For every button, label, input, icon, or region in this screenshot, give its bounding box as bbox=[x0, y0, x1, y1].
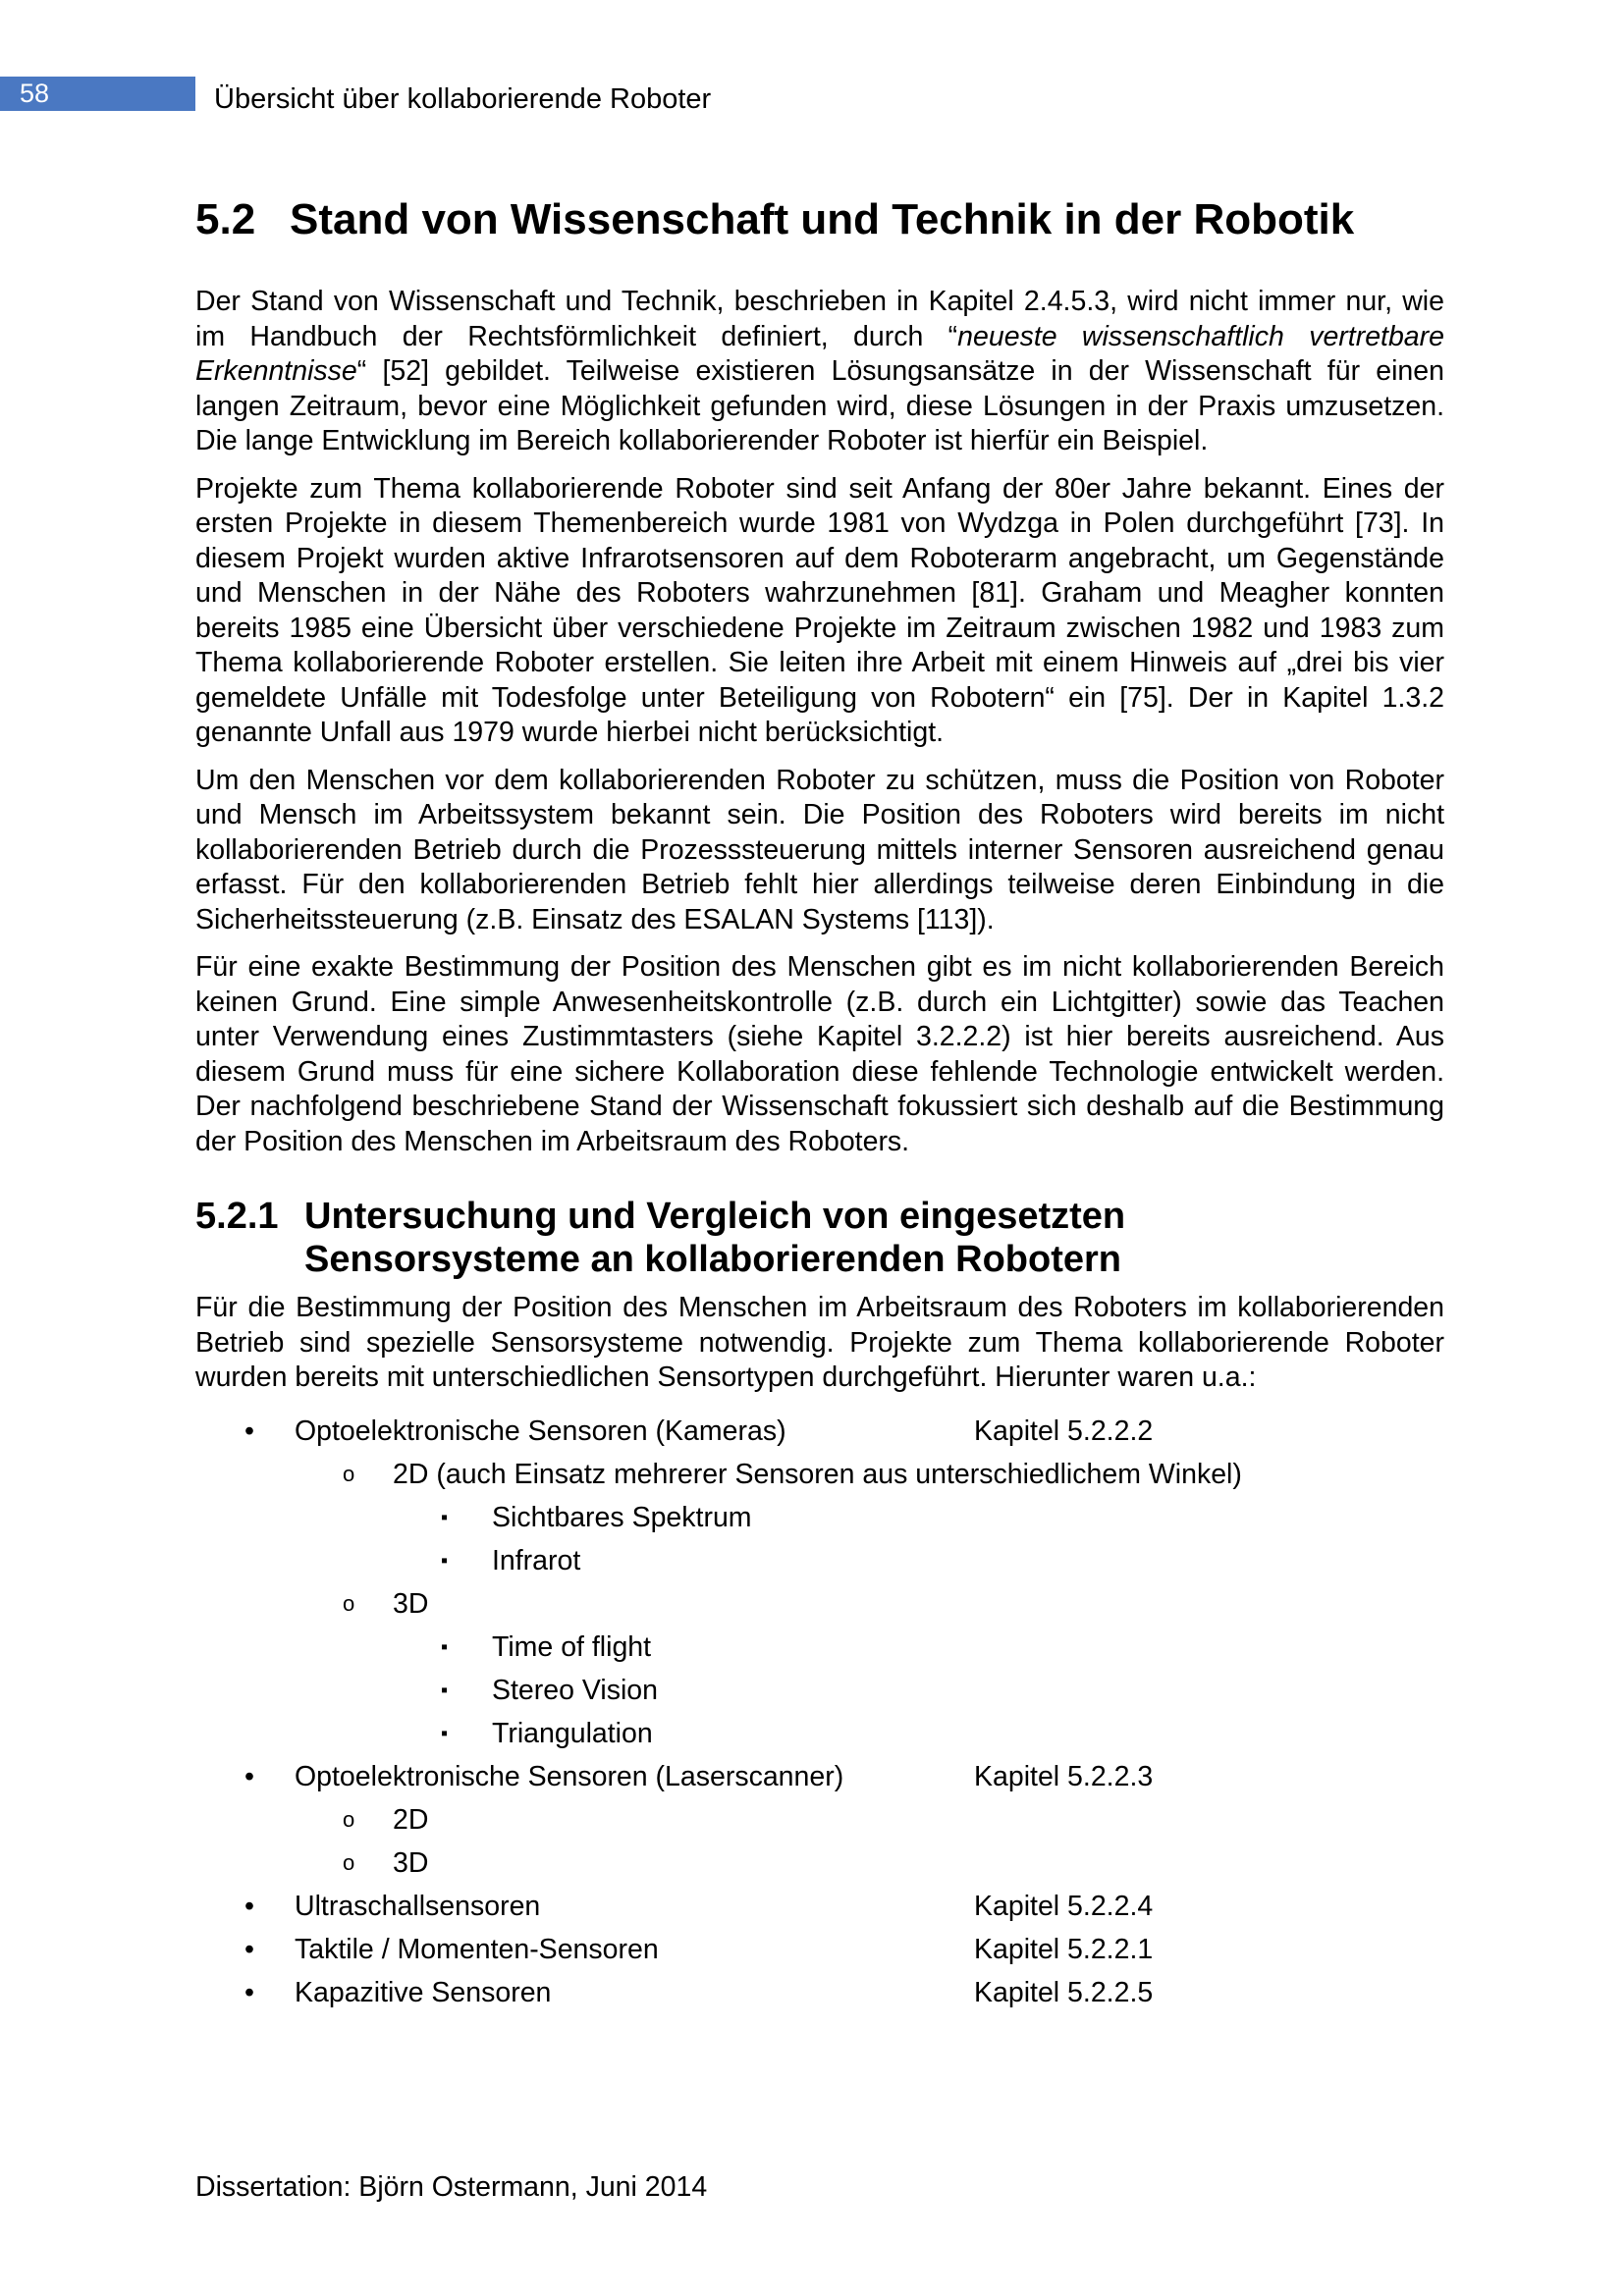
bullet-circle-icon: o bbox=[343, 1461, 355, 1486]
list-item-text: Optoelektronische Sensoren (Kameras) bbox=[295, 1415, 786, 1447]
list-item-text: Stereo Vision bbox=[492, 1674, 658, 1706]
chapter-reference: Kapitel 5.2.2.4 bbox=[974, 1890, 1154, 1922]
bullet-circle-icon: o bbox=[343, 1590, 355, 1616]
list-item-level-3 bbox=[195, 1539, 1444, 1582]
list-item-level-3 bbox=[195, 1626, 1444, 1669]
section-number: 5.2 bbox=[195, 195, 256, 243]
subsection-number: 5.2.1 bbox=[195, 1196, 279, 1237]
bullet-disc-icon: • bbox=[244, 1890, 254, 1922]
page-number-bar bbox=[0, 77, 195, 111]
quoted-definition: neueste wissenschaftlich vertretbare Erkenntnisse bbox=[195, 320, 1445, 387]
subsection-title-line-1: Untersuchung und Vergleich von eingesetzten bbox=[304, 1196, 1126, 1237]
list-item-level-2 bbox=[195, 1582, 1444, 1626]
list-item-text: Time of flight bbox=[492, 1630, 652, 1663]
list-item-text: Infrarot bbox=[492, 1544, 581, 1576]
sensor-type-list bbox=[195, 1410, 1444, 2014]
list-item-level-3 bbox=[195, 1712, 1444, 1755]
list-item-text: 3D bbox=[393, 1846, 429, 1879]
paragraph-3: Um den Menschen vor dem kollaborierenden Roboter zu schützen, muss die Position von Roboter und Mensch im Arbeitssystem bekannt sein. Die Position des Roboters wird bereits im nicht kollaborierenden Betrieb durch die Prozesssteuerung mittels interner Sensoren ausreichend genau erfasst. Für den kollaborierenden Betrieb fehlt hier allerdings teilweise deren Einbindung in die Sicherheitssteuerung (z.B. Einsatz des ESALAN Systems [113]). bbox=[195, 764, 1444, 935]
list-item-level-1 bbox=[195, 1755, 1444, 1798]
section-title: Stand von Wissenschaft und Technik in der Robotik bbox=[290, 195, 1355, 243]
paragraph-4: Für eine exakte Bestimmung der Position des Menschen gibt es im nicht kollaborierenden Bereich keinen Grund. Eine simple Anwesenheitskontrolle (z.B. durch ein Lichtgitter) sowie das Teachen unter Verwendung eines Zustimmtasters (siehe Kapitel 3.2.2.2) ist hier bereits ausreichend. Aus diesem Grund muss für eine sichere Kollaboration diese fehlende Technologie entwickelt werden. Der nachfolgend beschriebene Stand der Wissenschaft fokussiert sich deshalb auf die Bestimmung der Position des Menschen im Arbeitsraum des Roboters. bbox=[195, 951, 1444, 1157]
list-item-text: 2D (auch Einsatz mehrerer Sensoren aus unterschiedlichem Winkel) bbox=[393, 1458, 1242, 1490]
chapter-reference: Kapitel 5.2.2.1 bbox=[974, 1933, 1154, 1965]
list-item-level-2 bbox=[195, 1453, 1444, 1496]
bullet-square-icon: ▪ bbox=[441, 1722, 449, 1744]
list-item-level-1 bbox=[195, 1410, 1444, 1453]
list-item-text: Triangulation bbox=[492, 1717, 653, 1749]
chapter-reference: Kapitel 5.2.2.3 bbox=[974, 1760, 1154, 1792]
subsection-title-line-2: Sensorsysteme an kollaborierenden Robotern bbox=[304, 1239, 1122, 1280]
paragraph-2: Projekte zum Thema kollaborierende Roboter sind seit Anfang der 80er Jahre bekannt. Eines der ersten Projekte in diesem Themenbereich wurde 1981 von Wydzga in Polen durchgeführt [73]. In diesem Projekt wurden aktive Infrarotsensoren auf dem Roboterarm angebracht, um Gegenstände und Menschen in der Nähe des Roboters wahrzunehmen [81]. Graham und Meagher konnten bereits 1985 eine Übersicht über verschiedene Projekte im Zeitraum zwischen 1982 und 1983 zum Thema kollaborierende Roboter erstellen. Sie leiten ihre Arbeit mit einem Hinweis auf „drei bis vier gemeldete Unfälle mit Todesfolge unter Beteiligung von Robotern“ ein [75]. Der in Kapitel 1.3.2 genannte Unfall aus 1979 wurde hierbei nicht berücksichtigt. bbox=[195, 472, 1444, 748]
chapter-reference: Kapitel 5.2.2.5 bbox=[974, 1976, 1154, 2008]
section-heading bbox=[195, 192, 1444, 247]
bullet-circle-icon: o bbox=[343, 1849, 355, 1875]
chapter-reference: Kapitel 5.2.2.2 bbox=[974, 1415, 1154, 1447]
list-item-text: 2D bbox=[393, 1803, 429, 1836]
list-item-text: Kapazitive Sensoren bbox=[295, 1976, 552, 2008]
subsection-intro: Für die Bestimmung der Position des Menschen im Arbeitsraum des Roboters im kollaborierenden Betrieb sind spezielle Sensorsysteme notwendig. Projekte zum Thema kollaborierende Roboter wurden bereits mit unterschiedlichen Sensortypen durchgeführt. Hierunter waren u.a.: bbox=[195, 1292, 1444, 1393]
subsection-heading bbox=[195, 1195, 1444, 1281]
list-item-text: Taktile / Momenten-Sensoren bbox=[295, 1933, 659, 1965]
list-item-level-1 bbox=[195, 1885, 1444, 1928]
subsection-title bbox=[304, 1195, 1125, 1281]
bullet-square-icon: ▪ bbox=[441, 1506, 449, 1528]
list-item-text: 3D bbox=[393, 1587, 429, 1620]
list-item-level-2 bbox=[195, 1842, 1444, 1885]
bullet-square-icon: ▪ bbox=[441, 1635, 449, 1658]
paragraph-1 bbox=[195, 285, 1444, 459]
running-header-title: Übersicht über kollaborierende Roboter bbox=[214, 83, 712, 115]
list-item-text: Ultraschallsensoren bbox=[295, 1890, 541, 1922]
bullet-circle-icon: o bbox=[343, 1806, 355, 1832]
bullet-disc-icon: • bbox=[244, 1415, 254, 1447]
list-item-level-2 bbox=[195, 1798, 1444, 1842]
list-item-level-3 bbox=[195, 1669, 1444, 1712]
list-item-text: Optoelektronische Sensoren (Laserscanner) bbox=[295, 1760, 844, 1792]
list-item-level-3 bbox=[195, 1496, 1444, 1539]
list-item-level-1 bbox=[195, 1928, 1444, 1971]
bullet-square-icon: ▪ bbox=[441, 1679, 449, 1701]
page-footer: Dissertation: Björn Ostermann, Juni 2014 bbox=[195, 2171, 708, 2203]
bullet-disc-icon: • bbox=[244, 1933, 254, 1965]
bullet-disc-icon: • bbox=[244, 1760, 254, 1792]
paragraph-1-end: “ [52] gebildet. Teilweise existieren Lösungsansätze in der Wissenschaft für einen langen Zeitraum, bevor eine Möglichkeit gefunden wird, diese Lösungen in der Praxis umzusetzen. Die lange Entwicklung im Bereich kollaborierender Roboter ist hierfür ein Beispiel. bbox=[195, 355, 1444, 456]
bullet-disc-icon: • bbox=[244, 1976, 254, 2008]
page-content bbox=[195, 192, 1444, 2014]
page-number: 58 bbox=[20, 79, 50, 108]
paragraph-1-start: Der Stand von Wissenschaft und Technik, beschrieben in Kapitel 2.4.5.3, wird nicht immer nur, wie im Handbuch der Rechtsförmlichkeit definiert, durch “ bbox=[195, 286, 1444, 352]
bullet-square-icon: ▪ bbox=[441, 1549, 449, 1572]
list-item-text: Sichtbares Spektrum bbox=[492, 1501, 752, 1533]
list-item-level-1 bbox=[195, 1971, 1444, 2014]
